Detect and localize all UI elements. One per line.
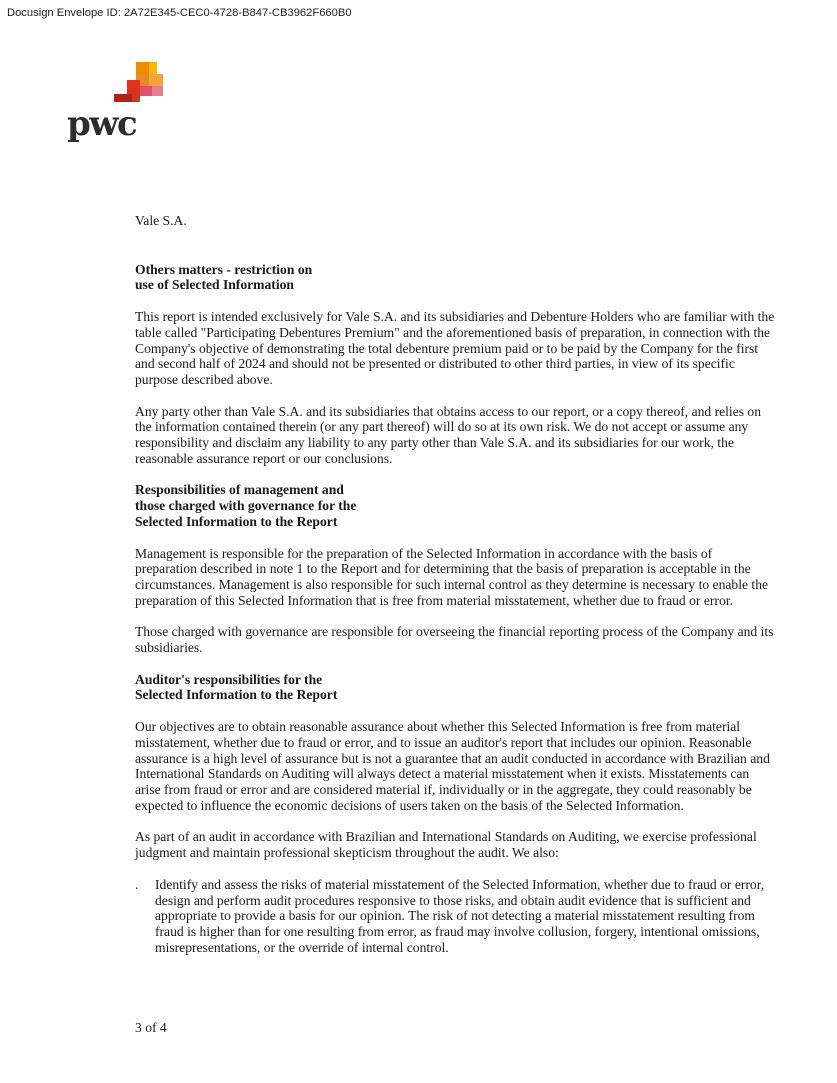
logo-block-pink xyxy=(152,86,163,96)
logo-block-orange-top xyxy=(136,62,149,74)
paragraph: This report is intended exclusively for Vale S.A. and its subsidiaries and Debenture Holders who are familiar with the table called "Participating Debentures Premium" and the aforementioned basis of preparation, in connection with the Company's objective of demonstrating the total debenture premium paid or to be paid by the Company for the first and second half of 2024 and should not be presented or distributed to other third parties, in view of its specific purpose described above. xyxy=(135,309,775,387)
paragraph: Our objectives are to obtain reasonable assurance about whether this Selected Information is free from material misstatement, whether due to fraud or error, and to issue an auditor's report that includes our opinion. Reasonable assurance is a high level of assurance but is not a guarantee that an audit conducted in accordance with Brazilian and International Standards on Auditing will always detect a material misstatement when it exists. Misstatements can arise from fraud or error and are considered material if, individually or in the aggregate, they could reasonably be expected to influence the economic decisions of users taken on the basis of the Selected Information. xyxy=(135,719,770,813)
logo-block-light-orange xyxy=(149,74,163,88)
heading-line: Others matters - restriction on xyxy=(135,261,313,277)
bullet-text: Identify and assess the risks of material misstatement of the Selected Information, whether due to fraud or error, design and perform audit procedures responsive to those risks, and obtain audit evidence that is sufficient and appropriate to provide a basis for our opinion. The risk of not detecting a material misstatement resulting from fraud is higher than for one resulting from error, as fraud may involve collusion, forgery, intentional omissions, misrepresentations, or the override of internal control. xyxy=(155,876,765,955)
bullet-item xyxy=(135,877,775,956)
section-heading-auditor-responsibilities xyxy=(135,672,775,703)
paragraph: Management is responsible for the preparation of the Selected Information in accordance with the basis of preparation described in note 1 to the Report and for determining that the basis of preparation is acceptable in the circumstances. Management is also responsible for such internal control as they determine is necessary to enable the preparation of this Selected Information that is free from material misstatement, whether due to fraud or error. xyxy=(135,545,769,608)
recipient: Vale S.A. xyxy=(135,213,187,228)
section-heading-other-matters xyxy=(135,262,775,293)
bullet-marker: . xyxy=(135,876,139,892)
heading-line: Auditor's responsibilities for the xyxy=(135,671,323,687)
logo-block-dark-red xyxy=(114,94,132,102)
heading-line: Responsibilities of management and xyxy=(135,482,344,498)
logo-wordmark: pwc xyxy=(67,104,137,144)
paragraph: Those charged with governance are responsible for overseeing the financial reporting process of the Company and its subsidiaries. xyxy=(135,624,774,656)
logo-block-dark-red-2 xyxy=(132,94,140,102)
paragraph: Any party other than Vale S.A. and its subsidiaries that obtains access to our report, or a copy thereof, and relies on the information contained therein (or any part thereof) will do so at its own risk. We do not accept or assume any responsibility and disclaim any liability to any party other than Vale S.A. and its subsidiaries for our work, the reasonable assurance report or our conclusions. xyxy=(135,403,762,466)
paragraph: As part of an audit in accordance with Brazilian and International Standards on Auditing, we exercise professional judgment and maintain professional skepticism throughout the audit. We also: xyxy=(135,829,757,861)
logo-block-rose xyxy=(140,86,152,96)
report-body xyxy=(135,213,775,955)
heading-line: use of Selected Information xyxy=(135,277,294,293)
heading-line: Selected Information to the Report xyxy=(135,687,338,703)
docusign-envelope-id: Docusign Envelope ID: 2A72E345-CEC0-4728-B847-CB3962F660B0 xyxy=(7,7,352,19)
section-heading-management-responsibilities xyxy=(135,482,775,529)
pwc-logo xyxy=(66,60,181,146)
heading-line: Selected Information to the Report xyxy=(135,513,338,529)
logo-block-red xyxy=(127,80,140,94)
page-number: 3 of 4 xyxy=(135,1020,167,1035)
heading-line: those charged with governance for the xyxy=(135,498,357,514)
